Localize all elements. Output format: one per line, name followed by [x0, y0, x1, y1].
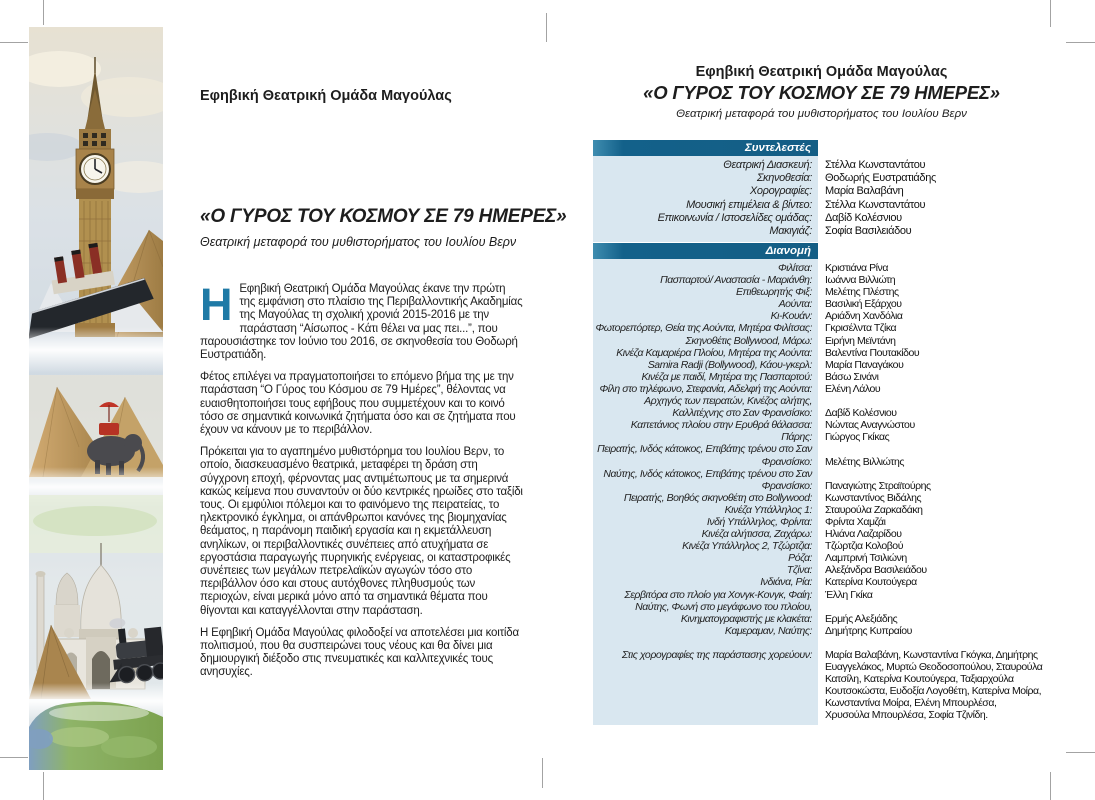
- cast-name: Κριστιάνα Ρίνα: [825, 262, 888, 274]
- chorus-row: [593, 649, 1050, 722]
- credit-name: Σοφία Βασιλειάδου: [825, 225, 912, 238]
- cast-role: Φιλίτσα:: [777, 262, 812, 274]
- cast-row: [593, 298, 1050, 310]
- credit-name: Στέλλα Κωνσταντάτου: [825, 159, 926, 171]
- cast-row: [593, 347, 1050, 359]
- cast-row: [593, 310, 1050, 322]
- right-show-title: «Ο ΓΥΡΟΣ ΤΟΥ ΚΟΣΜΟΥ ΣΕ 79 ΗΜΕΡΕΣ»: [643, 82, 1000, 103]
- cast-name: Παναγιώτης Στραϊτούρης: [825, 479, 931, 492]
- cast-name: Δημήτρης Κυπραίου: [825, 624, 912, 637]
- cast-role: Πειρατής, Ινδός κάτοικος, Επιβάτης τρένου στο Σαν Φρανσίσκο:: [597, 443, 812, 468]
- credit-name: Δαβίδ Κολέσνιου: [825, 211, 902, 224]
- travel-collage: [29, 27, 163, 770]
- cast-name: Τζώρτζια Κολοβού: [825, 540, 903, 553]
- cast-row: [593, 492, 1050, 504]
- credits-row: [593, 225, 1050, 238]
- crop-mark: [1050, 772, 1051, 800]
- crop-mark: [1050, 0, 1051, 27]
- chorus-names: Μαρία Βαλαβάνη, Κωνσταντίνα Γκόγκα, Δημήτρης Ευαγγελάκος, Μυρτώ Θεοδοσοπούλου, Σταυρούλα Κατσίλη, Κατερίνα Κουτούγερα, Ταξιαρχούλα Κουτσοκώστα, Ευδοξία Λογοθέτη, Κατερίνα Μοίρα, Κωνσταντίνα Μοίρα, Ελένη Μπουρλέσα, Χρυσούλα Μπουρλέσα, Σοφία Τζινίδη.: [825, 648, 1043, 722]
- cast-role: Samira Radji (Bollywood), Κάου-γκερλ:: [647, 358, 812, 371]
- cast-role: Αούντα:: [778, 298, 812, 311]
- right-show-subtitle: Θεατρική μεταφορά του μυθιστορήματος του Ιουλίου Βερν: [676, 108, 967, 120]
- cast-name: Δαβίδ Κολέσνιου: [825, 407, 897, 420]
- cast-role: Ναύτης, Φωνή στο μεγάφωνο του πλοίου, Κινηματογραφιστής με κλακέτα:: [635, 600, 812, 625]
- credits-table: [593, 156, 1050, 242]
- credit-name: Στέλλα Κωνσταντάτου: [825, 198, 926, 211]
- credits-row: [593, 172, 1050, 185]
- fold-mark: [542, 758, 543, 788]
- left-company-name: Εφηβική Θεατρική Ομάδα Μαγούλας: [200, 88, 452, 104]
- credit-role: Μουσική επιμέλεια & βίντεο:: [686, 198, 812, 211]
- cast-role: Πασπαρτού/ Αναστασία - Μαριάνθη:: [660, 274, 812, 287]
- cast-row: [593, 443, 1050, 467]
- cast-row: [593, 589, 1050, 601]
- cast-row: [593, 419, 1050, 431]
- cast-role: Τζίνα:: [786, 564, 812, 577]
- cast-row: [593, 601, 1050, 625]
- cast-row: [593, 504, 1050, 516]
- cast-name: Ελένη Λάλου: [825, 382, 881, 395]
- paragraph: Φέτος επιλέγει να πραγματοποιήσει το επόμενο βήμα της με την παράσταση “Ο Γύρος του Κόσμου σε 79 Ημέρες”, θέλοντας να ευαισθητοποιήσει τους εφήβους που συμμετέχουν και το κοινό τόσο σε σημαντικά κοινωνικά ζητήματα όσο και σε ζητήματα που έχουν να κάνουν με το περιβάλλον.: [200, 371, 516, 437]
- crop-mark: [0, 42, 28, 43]
- crop-mark: [1066, 42, 1095, 43]
- cast-row: [593, 335, 1050, 347]
- cast-name: Κατερίνα Κουτούγερα: [825, 576, 917, 589]
- credit-role: Επικοινωνία / Ιστοσελίδες ομάδας:: [657, 211, 812, 224]
- cast-row: [593, 528, 1050, 540]
- cast-role: Πειρατής, Βοηθός σκηνοθέτη στο Bollywood:: [623, 491, 812, 504]
- chorus-role: Στις χορογραφίες της παράστασης χορεύουν:: [621, 648, 812, 661]
- credits-row: [593, 185, 1050, 198]
- cast-name: Νώντας Αναγνώστου: [825, 419, 915, 432]
- cast-name: Μελέτης Βιλλιώτης: [825, 455, 904, 468]
- cast-name: Γκρισέλντα Τζίκα: [825, 322, 897, 335]
- cast-role: Αρχηγός των πειρατών, Κινέζος αλήτης, Καλλιτέχνης στο Σαν Φρανσίσκο:: [644, 395, 812, 420]
- cast-row: [593, 431, 1050, 443]
- cast-role: Κινέζα αλήτισσα, Ζαχάρω:: [701, 528, 812, 541]
- left-show-title: «Ο ΓΥΡΟΣ ΤΟΥ ΚΟΣΜΟΥ ΣΕ 79 ΗΜΕΡΕΣ»: [200, 206, 567, 227]
- cast-role: Σκηνοθέτις Bollywood, Μάρω:: [685, 334, 812, 347]
- cast-row: [593, 552, 1050, 564]
- cast-role: Φίλη στο τηλέφωνο, Στεφανία, Αδελφή της Αούντα:: [599, 382, 812, 395]
- cast-row: [593, 262, 1050, 274]
- cast-name: Μαρία Παναγάκου: [825, 358, 904, 371]
- cast-row: [593, 322, 1050, 334]
- credit-role: Χορογραφίες:: [749, 185, 812, 198]
- cast-name: Λαμπρινή Τσιλιώνη: [825, 552, 907, 565]
- cast-section-header: Διανομή: [593, 243, 818, 259]
- cast-name: Βαλεντίνα Πουτακίδου: [825, 346, 920, 359]
- cast-role: Κινέζα Υπάλληλος 2, Τζώρτζια:: [682, 540, 812, 553]
- cast-row: [593, 286, 1050, 298]
- cast-name: Ιωάννα Βιλλιώτη: [825, 274, 896, 287]
- paragraph: Η Εφηβική Ομάδα Μαγούλας φιλοδοξεί να αποτελέσει μια κοιτίδα πολιτισμού, που θα συσπειρώνει τους νέους και θα δίνει μια δημιουργική διέξοδο στις πνευματικές και καλλιτεχνικές τους ανησυχίες.: [200, 626, 519, 679]
- cast-row: [593, 395, 1050, 419]
- paragraph: [200, 279, 524, 362]
- cast-role: Ρόζα:: [788, 552, 812, 565]
- cast-name: Αλεξάνδρα Βασιλειάδου: [825, 564, 927, 577]
- credit-role: Μακιγιάζ:: [769, 225, 812, 238]
- paragraph: Πρόκειται για το αγαπημένο μυθιστόρημα του Ιουλίου Βερν, το οποίο, διασκευασμένο θεατρικά, μεταφέρει τη δράση στη σύγχρονη εποχή, φέρνοντας μας αντιμέτωπους με τα σημερινά κακώς κείμενα που συναντούν οι δύο κεντρικές ηρωίδες στο ταξίδι τους. Οι εμφύλιοι πόλεμοι και το φαινόμενο της πειρατείας, το ηλεκτρονικό έγκλημα, οι απάνθρωποι κανόνες της βιομηχανίας θεάματος, η παράνομη παιδική εργασία και η εκμετάλλευση ανηλίκων, οι περιβαλλοντικές συνέπειες από ατυχήματα σε εργοστάσια παραγωγής πυρηνικής ενέργειας, οι καταστροφικές συνέπειες των μεγάλων πετρελαϊκών αγωγών τόσο στο περιβάλλον όσο και στους αυτόχθονες πληθυσμούς των περιοχών, είναι μερικά μόνο από τα σημαντικά θέματα που θίγονται και καταγγέλλονται στην παράσταση.: [200, 446, 523, 617]
- cast-name: Ηλιάνα Λαζαρίδου: [825, 528, 902, 541]
- cast-role: Καπετάνιος πλοίου στην Ερυθρά θάλασσα:: [630, 419, 812, 432]
- cast-row: [593, 359, 1050, 371]
- cast-role: Σερβιτόρα στο πλοίο για Χονγκ-Κονγκ, Φαίη:: [624, 588, 812, 601]
- cast-row: [593, 540, 1050, 552]
- credit-role: Σκηνοθεσία:: [756, 172, 812, 185]
- intro-text: [200, 279, 524, 689]
- fold-mark: [546, 13, 547, 42]
- right-company-name: Εφηβική Θεατρική Ομάδα Μαγούλας: [695, 64, 948, 80]
- cast-row: [593, 383, 1050, 395]
- cast-role: Κινέζα με παιδί, Μητέρα της Πασπαρτού:: [641, 370, 812, 383]
- cast-role: Ινδιάνα, Ρία:: [760, 576, 812, 589]
- cast-role: Κινέζα Υπάλληλος 1:: [724, 503, 812, 516]
- cast-role: Κι-Κουάν:: [770, 310, 812, 323]
- crop-mark: [1066, 752, 1095, 753]
- credit-name: Μαρία Βαλαβάνη: [825, 185, 904, 198]
- drop-cap: Η: [200, 279, 233, 330]
- credit-role: Θεατρική Διασκευή:: [723, 159, 812, 171]
- cast-name: Ερμής Αλεξιάδης: [825, 612, 898, 625]
- left-show-subtitle: Θεατρική μεταφορά του μυθιστορήματος του Ιουλίου Βερν: [200, 235, 517, 249]
- cast-role: Φωτορεπόρτερ, Θεία της Αούντα, Μητέρα Φιλίτσας:: [595, 322, 812, 335]
- cast-name: Βάσω Σινάνι: [825, 370, 879, 383]
- cast-row: [593, 625, 1050, 637]
- cast-table: [593, 259, 1050, 725]
- cast-name: Κωνσταντίνος Βιδάλης: [825, 491, 922, 504]
- cast-name: Σταυρούλα Ζαρκαδάκη: [825, 503, 923, 516]
- cast-rows: [593, 262, 1050, 637]
- cast-name: Βασιλική Εξάρχου: [825, 298, 902, 311]
- crop-mark: [43, 772, 44, 800]
- cast-role: Ναύτης, Ινδός κάτοικος, Επιβάτης τρένου στο Σαν Φρανσίσκο:: [603, 467, 812, 492]
- cast-name: Γιώργος Γκίκας: [825, 431, 890, 444]
- cast-role: Ινδή Υπάλληλος, Φρίντα:: [706, 515, 812, 528]
- credit-name: Θοδωρής Ευστρατιάδης: [825, 172, 936, 185]
- credits-section-header: Συντελεστές: [593, 140, 818, 156]
- credits-row: [593, 212, 1050, 225]
- cast-role: Καμεραμαν, Ναύτης:: [724, 624, 812, 637]
- cast-row: [593, 564, 1050, 576]
- cast-name: Ειρήνη Μεϊντάνη: [825, 334, 896, 347]
- credits-row: [593, 159, 1050, 172]
- cast-name: Αριάδνη Χανδόλια: [825, 310, 903, 323]
- credits-row: [593, 199, 1050, 212]
- cast-name: Μελέτης Πλέστης: [825, 286, 899, 299]
- paragraph-text: Εφηβική Θεατρική Ομάδα Μαγούλας έκανε την πρώτη της εμφάνιση στο πλαίσιο της Περιβαλλοντικής Ακαδημίας της Μαγούλας τη σχολική χρονιά 2015-2016 με την παράσταση “Αίσωπος - Κάτι θέλει να μας πει...”, που παρουσιάστηκε τον Ιούνιο του 2016, σε σκηνοθεσία του Θοδωρή Ευστρατιάδη.: [200, 283, 523, 362]
- cast-row: [593, 468, 1050, 492]
- cast-row: [593, 371, 1050, 383]
- cast-row: [593, 516, 1050, 528]
- cast-role: Επιθεωρητής Φιξ:: [735, 286, 812, 299]
- cast-role: Κινέζα Καμαριέρα Πλοίου, Μητέρα της Αούντα:: [616, 346, 812, 359]
- cast-name: Έλλη Γκίκα: [825, 588, 873, 601]
- cast-name: Φρίντα Χαμζάι: [825, 515, 886, 528]
- cast-row: [593, 274, 1050, 286]
- right-page-header: [593, 64, 1050, 120]
- crop-mark: [0, 757, 28, 758]
- crop-mark: [43, 0, 44, 25]
- cast-row: [593, 576, 1050, 588]
- cast-role: Πάρης:: [781, 431, 812, 444]
